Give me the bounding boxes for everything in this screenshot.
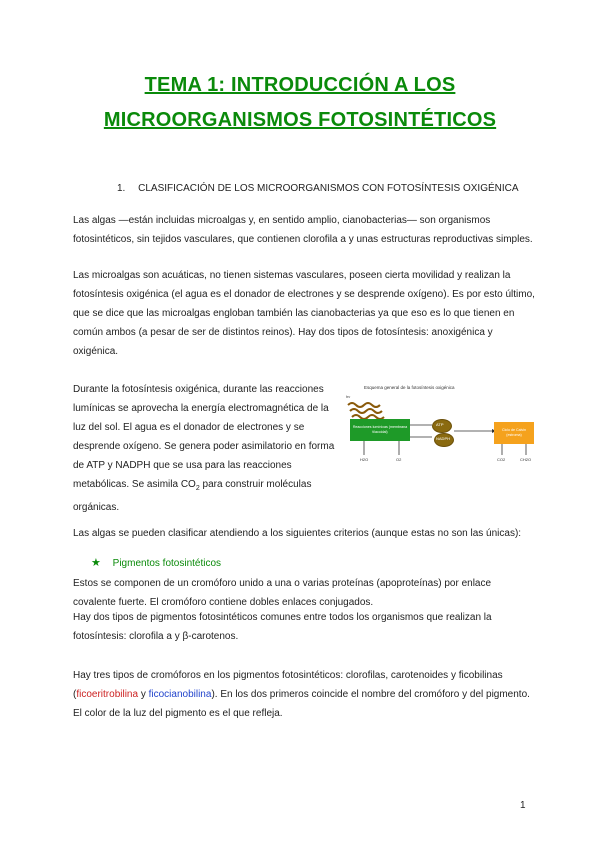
h2o-label: H2O [360,457,369,462]
paragraph-microalgas: Las microalgas son acuáticas, no tienen sistemas vasculares, poseen cierta movilidad y realizan la fotosíntesis oxigénica (el agua es el donador de electrones y se desprende oxígeno). Es por esto último, que se dice que las microalgas engloban también las cianobacterias ya que eso es lo que tienen en común ambos (a pesar de ser de distintos reinos). Hay dos tipos de fotosíntesis: anoxigénica y oxigénica. [73,270,535,357]
star-icon: ★ [91,557,101,569]
section-heading [117,183,519,194]
subscript: 2 [195,485,200,492]
paragraph-text: y [138,689,149,700]
page-number: 1 [520,800,526,811]
section-heading-text: CLASIFICACIÓN DE LOS MICROORGANISMOS CON FOTOSÍNTESIS OXIGÉNICA [138,183,519,194]
ch2o-label: CH2O [520,457,532,462]
photosynthesis-diagram [344,385,536,477]
diagram-title: Esquema general de la fotosíntesis oxigénica [364,385,455,390]
paragraph-algas: Las algas —están incluidas microalgas y, en sentido amplio, cianobacterias— son organismos fotosintéticos, sin tejidos vasculares, que contienen clorofila a y unas estructuras reproductivas simples. [73,215,533,245]
co2-label: CO2 [497,457,506,462]
nadph-label: NADPH [436,436,451,441]
ficoeritrobilina-term: ficoeritrobilina [76,689,139,700]
o2-label: O2 [396,457,402,462]
paragraph-cromoforo: Estos se componen de un cromóforo unido a una o varias proteínas (apoproteínas) por enlace covalente fuerte. El cromóforo contiene dobles enlaces conjugados. [73,578,492,608]
light-label: hν [346,394,351,399]
light-reactions-label: Reacciones lumínicas (membrana tilacoidal) [352,425,408,434]
document-title-line-1: TEMA 1: INTRODUCCIÓN A LOS [144,74,456,96]
section-number: 1. [117,183,126,194]
calvin-cycle-label: Ciclo de Calvin (estroma) [502,428,526,437]
paragraph-text: Hay tres tipos de cromóforos en los pigmentos fotosintéticos: clorofilas, carotenoides y ficobilinas ( [73,670,503,700]
paragraph-cromoforos [73,666,535,723]
paragraph-text: Durante la fotosíntesis oxigénica, durante las reacciones lumínicas se aprovecha la energía electromagnética de la luz del sol. El agua es el donador de electrones y se desprende oxígeno. Se genera poder asimilatorio en forma de ATP y NADPH que se usa para las reacciones metabólicas. Se asimila CO [73,384,335,490]
paragraph-fotosintesis-oxigenica [73,380,338,517]
bullet-label: Pigmentos fotosintéticos [112,558,222,569]
paragraph-text: ). En los dos primeros coincide el nombre del cromóforo y del pigmento. El color de la luz del pigmento es el que refleja. [73,689,530,719]
calvin-cycle-box [494,422,534,444]
paragraph-criterios: Las algas se pueden clasificar atendiendo a los siguientes criterios (aunque estas no son las únicas): [73,528,522,539]
paragraph-tipos-pigmentos: Hay dos tipos de pigmentos fotosintéticos comunes entre todos los organismos que realizan la fotosíntesis: clorofila a y β-carotenos. [73,612,492,642]
bullet-pigmentos [91,556,221,569]
document-title-line-2: MICROORGANISMOS FOTOSINTÉTICOS [103,109,497,131]
ficocianobilina-term: ficocianobilina [148,689,212,700]
paragraph-text: para construir moléculas orgánicas. [73,479,312,513]
atp-label: ATP [436,422,444,427]
light-reactions-box [350,419,410,441]
